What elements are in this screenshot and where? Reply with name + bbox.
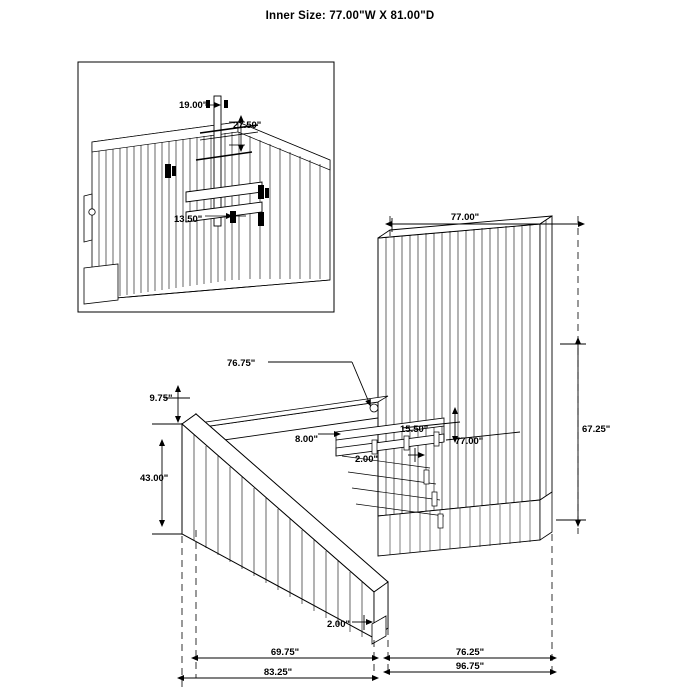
inset-label-13-5: 13.50" [174, 214, 203, 225]
label-rail-76-75: 76.75" [227, 358, 256, 369]
page-title: Inner Size: 77.00"W X 81.00"D [265, 10, 435, 22]
inset-label-27-5: 27.50" [233, 120, 262, 131]
inset-label-19: 19.00" [179, 100, 208, 111]
label-inner-77: 77.00" [455, 436, 484, 447]
label-depth-76-25: 76.25" [455, 647, 485, 658]
inset-detail-view [78, 62, 334, 312]
label-depth-69-75: 69.75" [270, 647, 300, 658]
label-post-2-bottom: 2.00" [327, 619, 350, 630]
label-slat-8: 8.00" [295, 434, 318, 445]
headboard [378, 216, 552, 516]
label-foot-43: 43.00" [140, 473, 169, 484]
label-overall-83-25: 83.25" [263, 667, 293, 678]
label-overall-96-75: 96.75" [455, 661, 485, 672]
label-slat-15-5: 15.50" [400, 424, 429, 435]
label-slat-2-mid: 2.00" [355, 454, 378, 465]
label-foot-9-75: 9.75" [149, 393, 173, 404]
label-height-67-25: 67.25" [582, 424, 611, 435]
label-width-77-top: 77.00" [450, 212, 480, 223]
